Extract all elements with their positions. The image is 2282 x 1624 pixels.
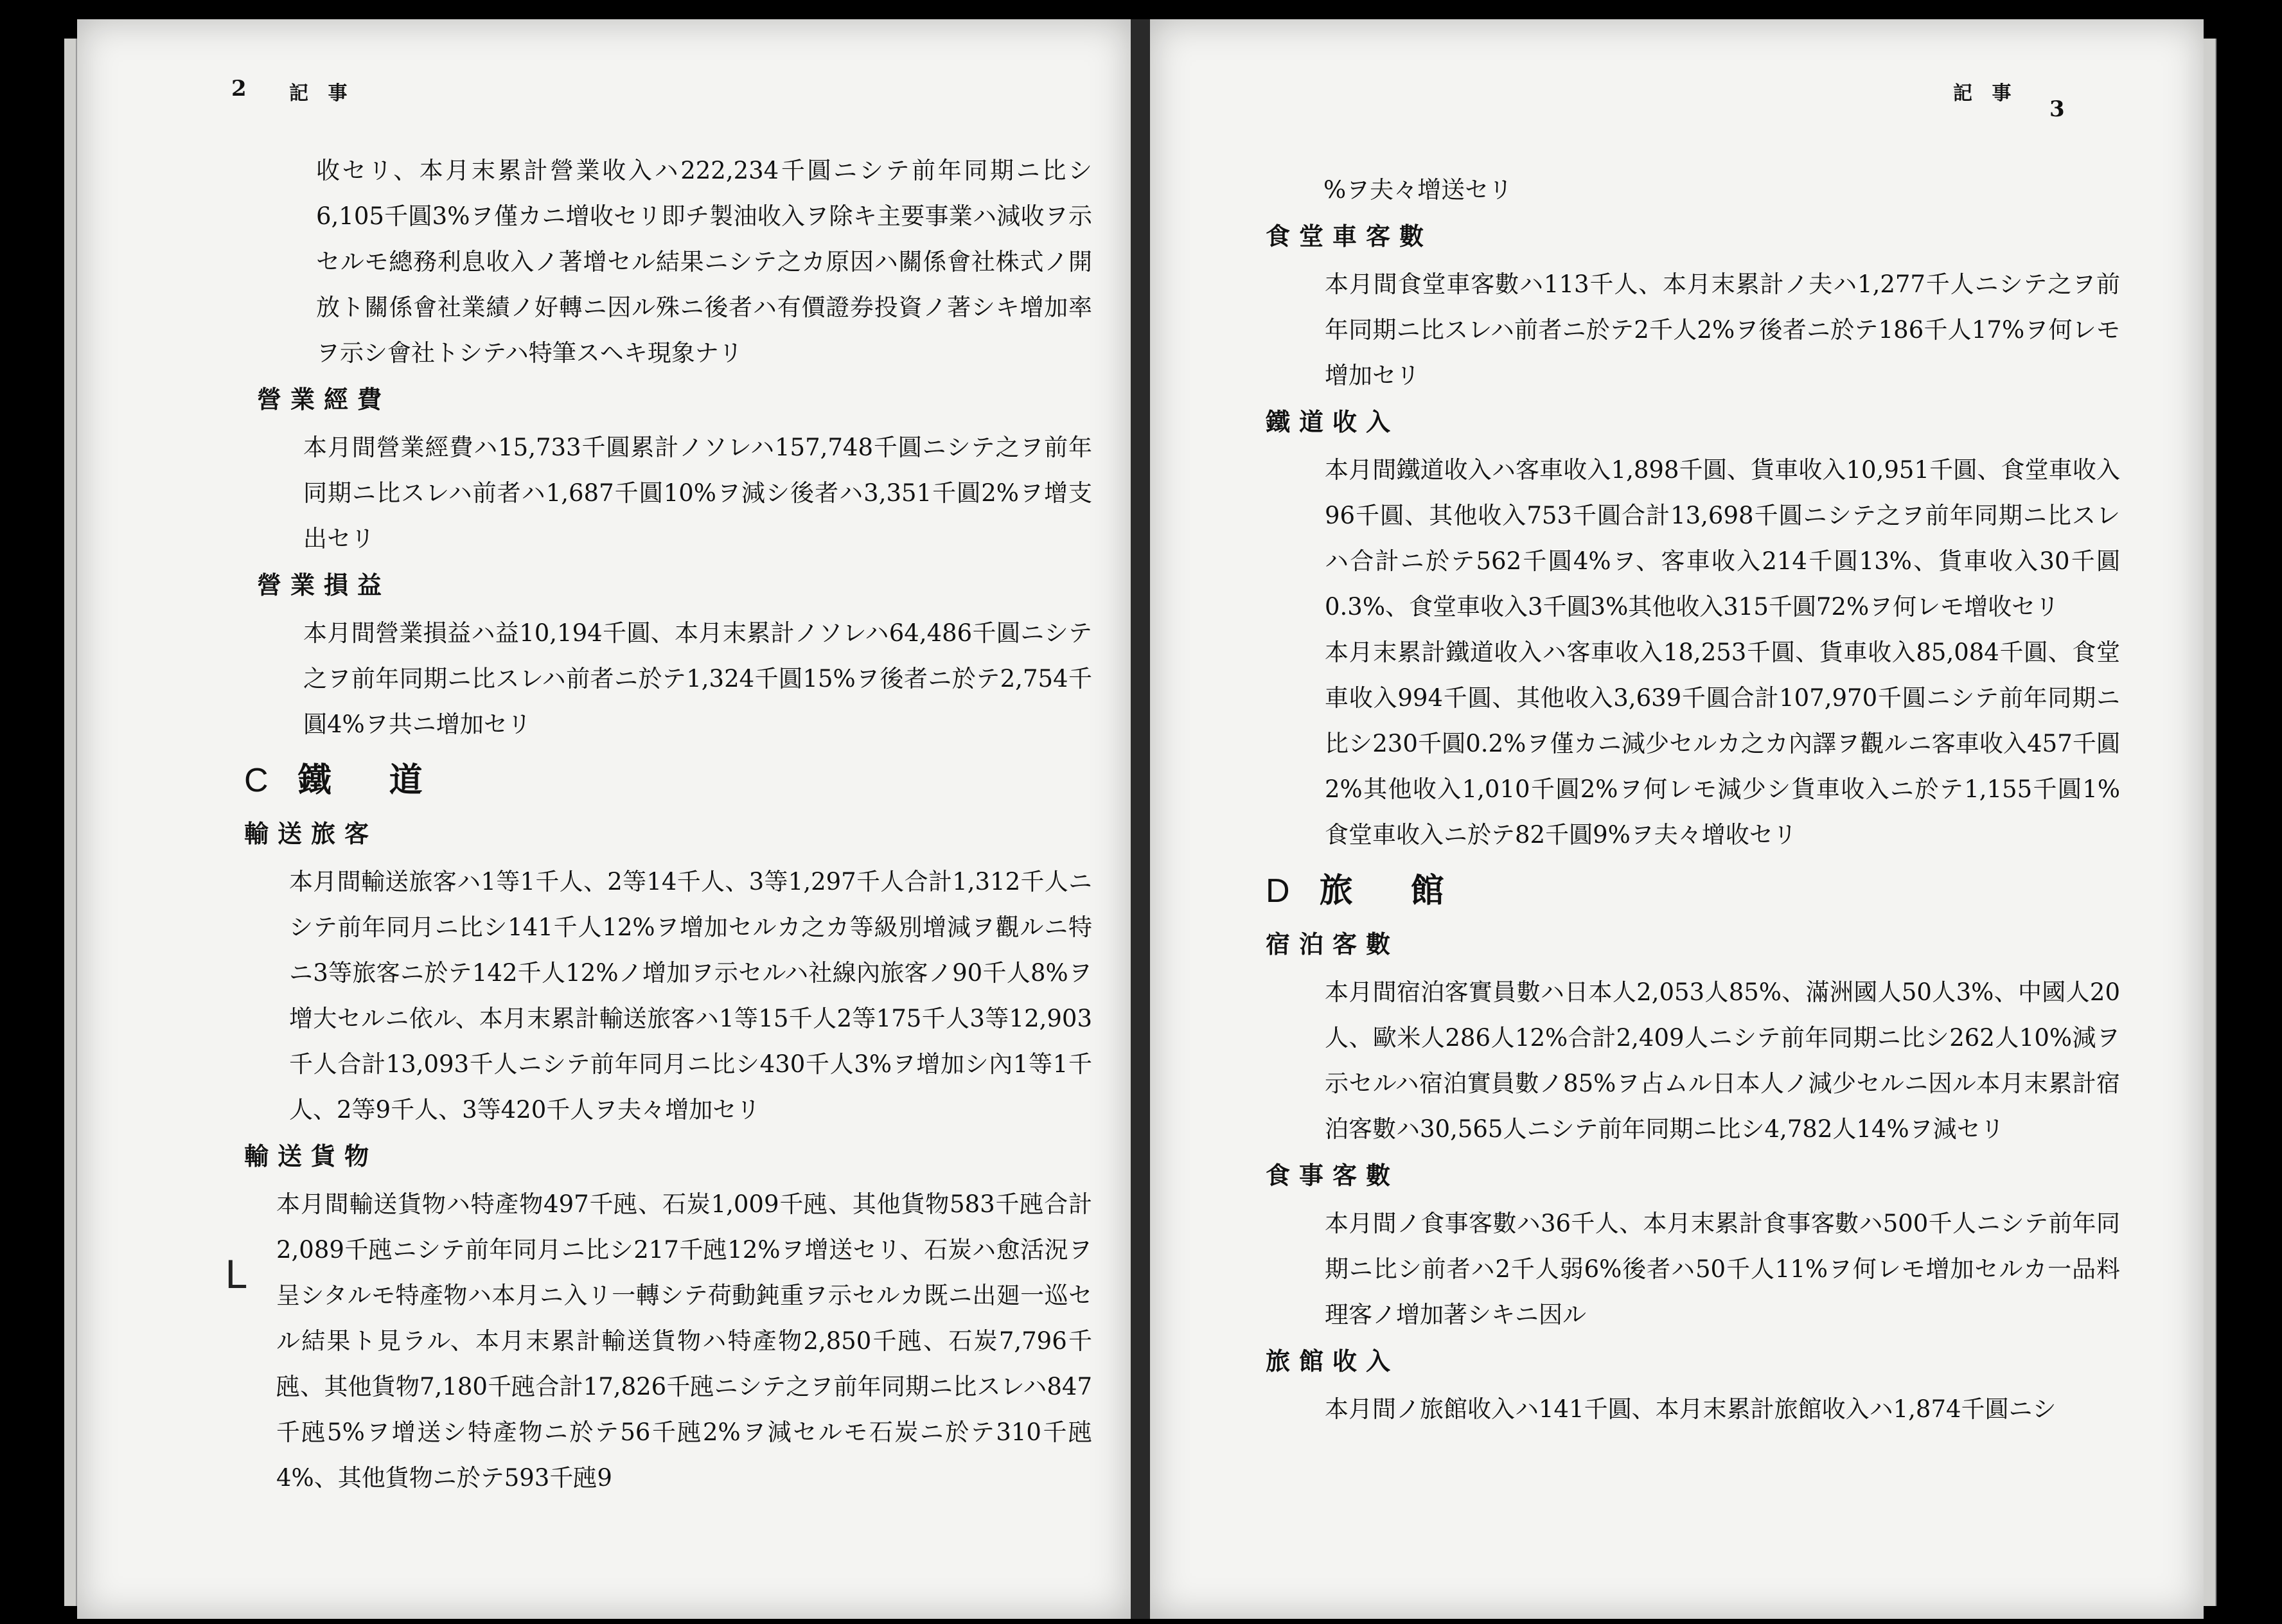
opening-paragraph: %ヲ夫々增送セリ bbox=[1323, 176, 1513, 204]
section-heading: 食事客數 bbox=[1266, 1161, 1400, 1190]
section-heading: 宿泊客數 bbox=[1266, 930, 1400, 958]
section-text: 本月間輸送旅客ハ1等1千人、2等14千人、3等1,297千人合計1,312千人ニシテ前年同月ニ比シ141千人12%ヲ增加セルカ之カ等級別增減ヲ觀ルニ特ニ3等旅客ニ於テ142千人12%ノ增加ヲ示セルハ社線內旅客ノ90千人8%ヲ增大セルニ依ル、本月末累計輸送旅客ハ1等15千人2等175千人3等12,903千人合計13,093千人ニシテ前年同月ニ比シ430千人3%ヲ增加シ內1等1千人、2等9千人、3等420千人ヲ夫々增加セリ bbox=[289, 868, 1092, 1124]
section-text: 本月間宿泊客實員數ハ日本人2,053人85%、滿洲國人50人3%、中國人20人、歐米人286人12%合計2,409人ニシテ前年同期ニ比シ262人10%減ヲ示セルハ宿泊實員數ノ85%ヲ占ムル日本人ノ減少セルニ因ル本月末累計宿泊客數ハ30,565人ニシテ前年同期ニ比シ4,782人14%ヲ減セリ bbox=[1325, 978, 2120, 1143]
section-heading: 營業經費 bbox=[257, 385, 391, 414]
section-text: 本月間食堂車客數ハ113千人、本月末累計ノ夫ハ1,277千人ニシテ之ヲ前年同期ニ比スレハ前者ニ於テ2千人2%ヲ後者ニ於テ186千人17%ヲ何レモ增加セリ bbox=[1325, 270, 2120, 389]
section-heading: 營業損益 bbox=[257, 570, 391, 599]
section-heading: 輸送旅客 bbox=[244, 819, 378, 848]
section-letter: D bbox=[1266, 872, 1290, 910]
section-text: 本月間營業經費ハ15,733千圓累計ノソレハ157,748千圓ニシテ之ヲ前年同期ニ比スレハ前者ハ1,687千圓10%ヲ減シ後者ハ3,351千圓2%ヲ增支出セリ bbox=[303, 434, 1092, 552]
section-text: 本月間輸送貨物ハ特產物497千瓲、石炭1,009千瓲、其他貨物583千瓲合計2,089千瓲ニシテ前年同月ニ比シ217千瓲12%ヲ增送セリ、石炭ハ愈活況ヲ呈シタルモ特產物ハ本月ニ入リ一轉シテ荷動鈍重ヲ示セルカ既ニ出廻一巡セル結果ト見ラル、本月末累計輸送貨物ハ特產物2,850千瓲、石炭7,796千瓲、其他貨物7,180千瓲合計17,826千瓲ニシテ之ヲ前年同期ニ比スレハ847千瓲5%ヲ增送シ特產物ニ於テ56千瓲2%ヲ減セルモ石炭ニ於テ310千瓲4%、其他貨物ニ於テ593千瓲9 bbox=[276, 1190, 1092, 1492]
section-title: 旅館 bbox=[1319, 871, 1502, 910]
section-heading: 旅館收入 bbox=[1266, 1346, 1400, 1375]
right-page-edge bbox=[2204, 39, 2216, 1606]
major-section-heading bbox=[244, 756, 1092, 805]
left-page-content bbox=[244, 148, 1092, 1501]
page-number: 2 bbox=[231, 76, 247, 102]
book-spine bbox=[1131, 19, 1150, 1619]
opening-paragraph: 收セリ、本月末累計營業收入ハ222,234千圓ニシテ前年同期ニ比シ6,105千圓3%ヲ僅カニ增收セリ即チ製油收入ヲ除キ主要事業ハ減收ヲ示セルモ總務利息收入ノ著增セル結果ニシテ之カ原因ハ關係會社株式ノ開放ト關係會社業績ノ好轉ニ因ル殊ニ後者ハ有價證券投資ノ著シキ增加率ヲ示シ會社トシテハ特筆スヘキ現象ナリ bbox=[316, 157, 1092, 367]
margin-mark: L bbox=[225, 1253, 247, 1298]
section-text: 本月間營業損益ハ益10,194千圓、本月末累計ノソレハ64,486千圓ニシテ之ヲ前年同期ニ比スレハ前者ニ於テ1,324千圓15%ヲ後者ニ於テ2,754千圓4%ヲ共ニ增加セリ bbox=[303, 619, 1092, 738]
left-page bbox=[77, 19, 1131, 1619]
section-heading: 輸送貨物 bbox=[244, 1142, 378, 1170]
section-letter: C bbox=[244, 762, 269, 799]
section-heading: 鐵道收入 bbox=[1266, 407, 1400, 436]
section-text: 本月間ノ旅館收入ハ141千圓、本月末累計旅館收入ハ1,874千圓ニシ bbox=[1325, 1395, 2056, 1423]
page-number: 3 bbox=[2049, 96, 2065, 122]
major-section-heading bbox=[1266, 867, 2120, 915]
section-text-continued: 本月末累計鐵道收入ハ客車收入18,253千圓、貨車收入85,084千圓、食堂車收入994千圓、其他收入3,639千圓合計107,970千圓ニシテ前年同期ニ比シ230千圓0.2%ヲ僅カニ減少セルカ之カ內譯ヲ觀ルニ客車收入457千圓2%其他收入1,010千圓2%ヲ何レモ減少シ貨車收入ニ於テ1,155千圓1%食堂車收入ニ於テ82千圓9%ヲ夫々增收セリ bbox=[1325, 639, 2120, 849]
section-text: 本月間ノ食事客數ハ36千人、本月末累計食事客數ハ500千人ニシテ前年同期ニ比シ前者ハ2千人弱6%後者ハ50千人11%ヲ何レモ增加セルカ一品料理客ノ增加著シキニ因ル bbox=[1325, 1210, 2120, 1328]
left-page-edge bbox=[64, 39, 77, 1606]
section-heading: 食堂車客數 bbox=[1266, 222, 1433, 251]
running-head: 記 事 bbox=[289, 82, 354, 105]
right-page bbox=[1150, 19, 2204, 1619]
running-head: 記 事 bbox=[1953, 82, 2018, 105]
section-text: 本月間鐵道收入ハ客車收入1,898千圓、貨車收入10,951千圓、食堂車收入96千圓、其他收入753千圓合計13,698千圓ニシテ之ヲ前年同期ニ比スレハ合計ニ於テ562千圓4%ヲ、客車收入214千圓13%、貨車收入30千圓0.3%、食堂車收入3千圓3%其他收入315千圓72%ヲ何レモ增收セリ bbox=[1325, 456, 2120, 621]
right-page-content bbox=[1266, 167, 2120, 1432]
section-title: 鐵道 bbox=[297, 761, 481, 800]
